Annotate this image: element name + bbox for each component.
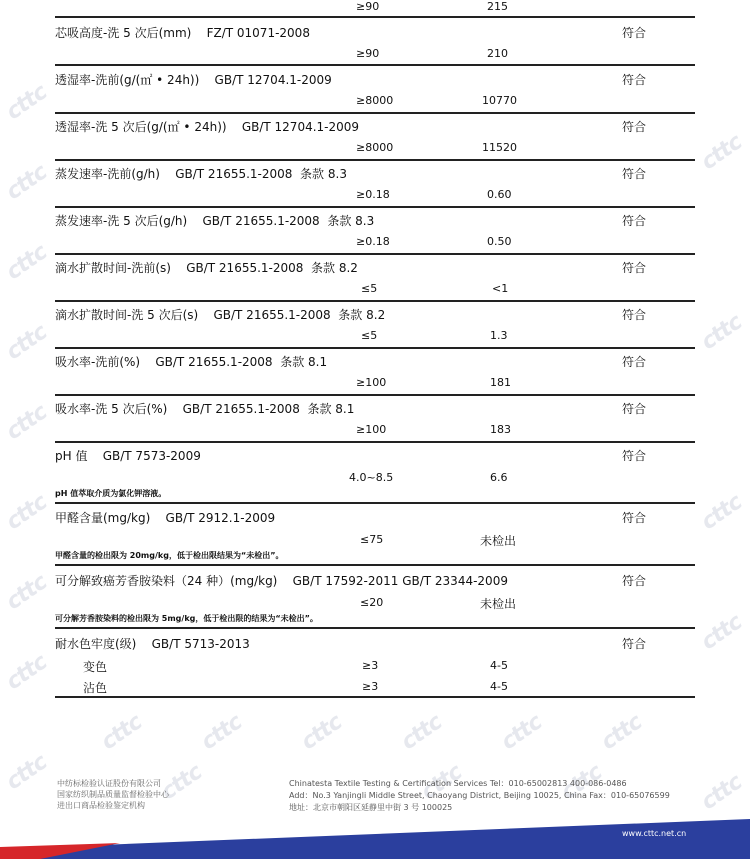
watermark: cttc	[196, 709, 247, 756]
verdict: 符合	[622, 308, 647, 322]
verdict: 符合	[622, 637, 647, 651]
test-title: 吸水率-洗 5 次后(%) GB/T 21655.1-2008 条款 8.1	[55, 402, 355, 416]
verdict: 符合	[622, 402, 647, 416]
verdict: 符合	[622, 26, 647, 40]
test-title: 滴水扩散时间-洗 5 次后(s) GB/T 21655.1-2008 条款 8.2	[55, 308, 386, 322]
watermark: cttc	[696, 609, 747, 656]
sub-item-label: 变色	[83, 660, 108, 674]
footer-organization	[57, 778, 169, 811]
requirement-value: ≥3	[362, 659, 379, 672]
watermark: cttc	[1, 489, 52, 536]
requirement-value: ≥0.18	[356, 188, 390, 201]
result-value: 215	[487, 0, 508, 13]
test-row	[55, 353, 695, 399]
test-row	[55, 165, 695, 211]
blue-band	[0, 819, 750, 859]
watermark: cttc	[1, 399, 52, 446]
verdict: 符合	[622, 73, 647, 87]
watermark: cttc	[696, 489, 747, 536]
requirement-value: ≤5	[361, 329, 378, 342]
result-value: 181	[490, 376, 511, 389]
test-row	[55, 212, 695, 258]
org-name: 中纺标检验认证股份有限公司	[57, 779, 161, 788]
verdict: 符合	[622, 120, 647, 134]
result-value: 210	[487, 47, 508, 60]
website-link[interactable]: www.cttc.net.cn	[622, 829, 687, 838]
footer-band	[0, 819, 750, 859]
watermark: cttc	[596, 709, 647, 756]
test-title: 吸水率-洗前(%) GB/T 21655.1-2008 条款 8.1	[55, 355, 328, 369]
test-title: 甲醛含量(mg/kg) GB/T 2912.1-2009	[55, 511, 276, 525]
verdict: 符合	[622, 355, 647, 369]
watermark: cttc	[156, 759, 207, 806]
watermark: cttc	[496, 709, 547, 756]
watermark: cttc	[1, 649, 52, 696]
watermark: cttc	[556, 759, 607, 806]
top-partial-row	[55, 0, 695, 20]
requirement-value: ≥8000	[356, 94, 394, 107]
test-row	[55, 118, 695, 164]
result-value: 4-5	[490, 680, 508, 693]
watermark: cttc	[296, 709, 347, 756]
test-row	[55, 24, 695, 70]
contact-line: Add：No.3 Yanjingli Middle Street, Chaoyang District, Beijing 10025, China Fax：010-65076599	[289, 791, 670, 800]
test-row	[55, 400, 695, 446]
test-title: 透湿率-洗前(g/(㎡ • 24h)) GB/T 12704.1-2009	[55, 73, 332, 87]
test-title: 蒸发速率-洗前(g/h) GB/T 21655.1-2008 条款 8.3	[55, 167, 347, 181]
result-value: 4-5	[490, 659, 508, 672]
contact-line: 地址：北京市朝阳区延静里中街 3 号 100025	[289, 803, 453, 812]
test-title: 滴水扩散时间-洗前(s) GB/T 21655.1-2008 条款 8.2	[55, 261, 358, 275]
requirement-value: 4.0~8.5	[349, 471, 394, 484]
water-fastness-row	[55, 635, 695, 701]
test-title: pH 值 GB/T 7573-2009	[55, 449, 201, 463]
test-row	[55, 259, 695, 305]
watermark: cttc	[1, 319, 52, 366]
watermark: cttc	[416, 759, 467, 806]
verdict: 符合	[622, 214, 647, 228]
watermark: cttc	[696, 309, 747, 356]
requirement-value: ≤75	[360, 533, 384, 546]
requirement-value: ≤20	[360, 596, 384, 609]
result-value: 0.50	[487, 235, 512, 248]
formaldehyde-row	[55, 509, 695, 567]
result-value: 6.6	[490, 471, 508, 484]
org-name: 国家纺织制品质量监督检验中心	[57, 790, 169, 799]
verdict: 符合	[622, 167, 647, 181]
test-row	[55, 71, 695, 117]
requirement-value: ≥100	[356, 376, 387, 389]
result-value: <1	[492, 282, 509, 295]
watermark: cttc	[1, 239, 52, 286]
verdict: 符合	[622, 449, 647, 463]
azo-dye-row	[55, 572, 695, 630]
watermark: cttc	[1, 569, 52, 616]
contact-line: Chinatesta Textile Testing & Certification Services Tel：010-65002813 400-086-0486	[289, 779, 627, 788]
footer-contact	[289, 778, 670, 814]
watermark: cttc	[1, 749, 52, 796]
test-row	[55, 306, 695, 352]
verdict: 符合	[622, 511, 647, 525]
requirement-value: ≥90	[356, 47, 380, 60]
requirement-value: ≥0.18	[356, 235, 390, 248]
result-value: 10770	[482, 94, 517, 107]
requirement-value: ≥3	[362, 680, 379, 693]
watermark: cttc	[1, 159, 52, 206]
requirement-value: ≥8000	[356, 141, 394, 154]
watermark: cttc	[396, 709, 447, 756]
result-value: 183	[490, 423, 511, 436]
verdict: 符合	[622, 261, 647, 275]
ph-row	[55, 447, 695, 505]
watermark: cttc	[1, 79, 52, 126]
test-title: 可分解致癌芳香胺染料（24 种）(mg/kg) GB/T 17592-2011 GB/T 23344-2009	[55, 574, 508, 588]
result-value: 11520	[482, 141, 517, 154]
test-title: 耐水色牢度(级) GB/T 5713-2013	[55, 637, 250, 651]
result-value: 未检出	[480, 597, 517, 611]
org-name: 进出口商品检验鉴定机构	[57, 801, 145, 810]
watermark: cttc	[696, 769, 747, 816]
verdict: 符合	[622, 574, 647, 588]
requirement-value: ≥90	[356, 0, 380, 13]
result-value: 1.3	[490, 329, 508, 342]
watermark: cttc	[696, 129, 747, 176]
test-title: 蒸发速率-洗 5 次后(g/h) GB/T 21655.1-2008 条款 8.3	[55, 214, 375, 228]
test-note: 甲醛含量的检出限为 20mg/kg，低于检出限结果为“未检出”。	[55, 551, 284, 560]
requirement-value: ≥100	[356, 423, 387, 436]
result-value: 0.60	[487, 188, 512, 201]
test-title: 透湿率-洗 5 次后(g/(㎡ • 24h)) GB/T 12704.1-2009	[55, 120, 360, 134]
requirement-value: ≤5	[361, 282, 378, 295]
test-note: pH 值萃取介质为氯化钾溶液。	[55, 489, 167, 498]
watermark: cttc	[96, 709, 147, 756]
result-value: 未检出	[480, 534, 517, 548]
test-note: 可分解芳香胺染料的检出限为 5mg/kg，低于检出限的结果为“未检出”。	[55, 614, 318, 623]
sub-item-label: 沾色	[83, 681, 108, 695]
test-title: 芯吸高度-洗 5 次后(mm) FZ/T 01071-2008	[55, 26, 310, 40]
